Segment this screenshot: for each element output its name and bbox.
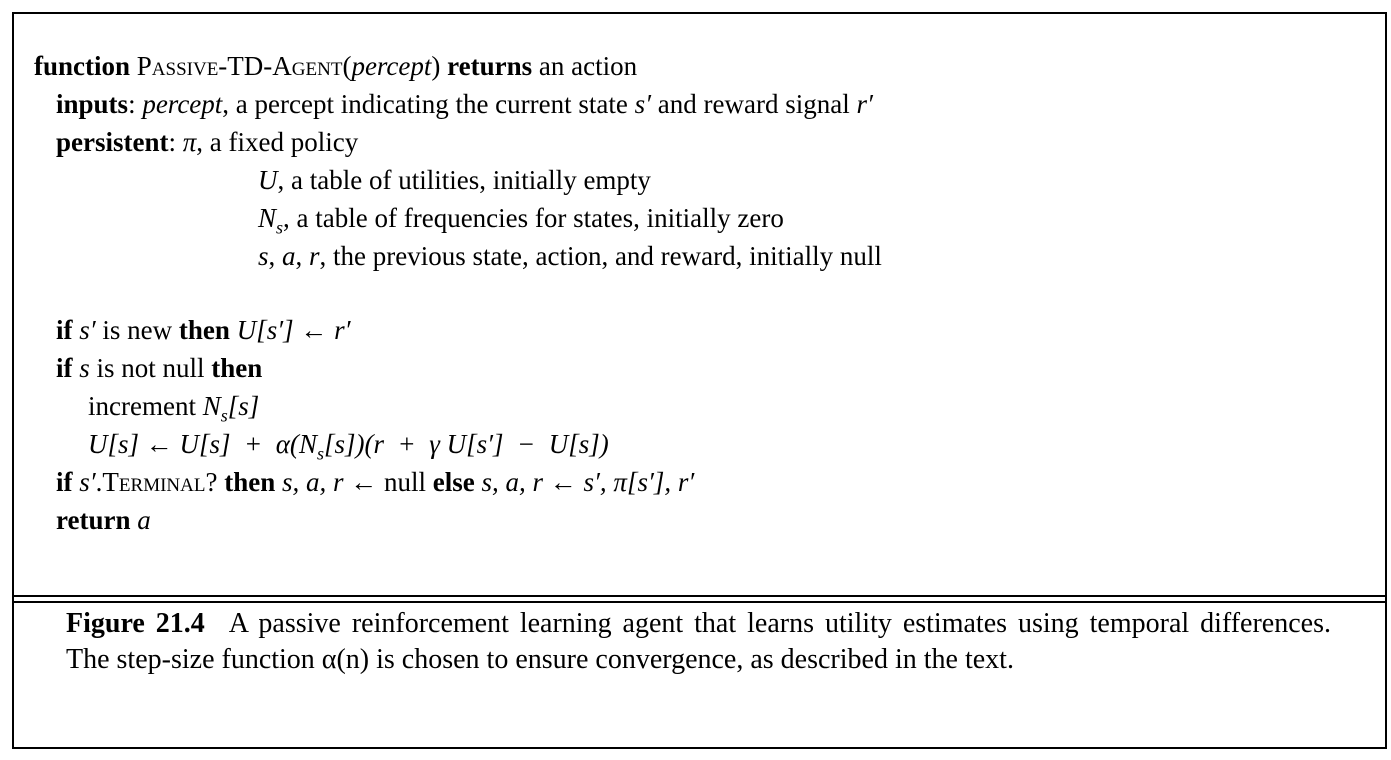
utility-table-text: , a table of utilities, initially empty bbox=[277, 165, 651, 195]
if-not-null-line bbox=[56, 352, 262, 384]
td-update-N: N bbox=[298, 429, 317, 459]
inputs-state: s′ bbox=[634, 89, 652, 119]
frequency-table-subscript: s bbox=[276, 217, 284, 238]
return-var: a bbox=[137, 505, 151, 535]
increment-N: N bbox=[202, 391, 221, 421]
utility-table-var: U bbox=[258, 165, 278, 195]
frequency-table-text: , a table of frequencies for states, initially zero bbox=[283, 203, 784, 233]
figure-label: Figure 21.4 bbox=[66, 608, 205, 639]
increment-subscript: s bbox=[220, 405, 228, 426]
return-description: an action bbox=[538, 51, 638, 81]
persistent-line bbox=[56, 126, 358, 158]
previous-vars-line bbox=[258, 240, 882, 272]
increment-arg: [s] bbox=[227, 391, 260, 421]
keyword-function: function bbox=[34, 51, 131, 81]
keyword-else: else bbox=[432, 467, 475, 497]
increment-line bbox=[88, 390, 260, 426]
policy-text: , a fixed policy bbox=[196, 127, 359, 157]
paren-close: ) bbox=[431, 51, 441, 81]
frequency-table-var: N bbox=[258, 203, 277, 233]
keyword-then: then bbox=[178, 315, 230, 345]
inputs-line bbox=[56, 88, 873, 120]
function-argument: percept bbox=[351, 51, 432, 81]
prev-reward-var: r bbox=[309, 241, 320, 271]
caption-text: A passive reinforcement learning agent that learns utility estimates using temporal differences. The step-size function α(n) is chosen to ensure convergence, as described in the text. bbox=[66, 608, 1331, 675]
td-update-subscript: s bbox=[316, 443, 324, 464]
new-state-var: s′ bbox=[79, 315, 96, 345]
td-update-line bbox=[88, 428, 609, 464]
comma: , bbox=[295, 241, 303, 271]
inputs-colon: : bbox=[128, 89, 136, 119]
not-null-text: is not null bbox=[96, 353, 205, 383]
caption-separator-top bbox=[14, 595, 1385, 597]
keyword-if: if bbox=[56, 315, 73, 345]
null-text: null bbox=[383, 467, 426, 497]
function-name: Passive-TD-Agent bbox=[136, 51, 343, 81]
figure-caption bbox=[66, 606, 1331, 678]
td-update-rhs: [s])(r + γ U[s′] − U[s]) bbox=[323, 429, 609, 459]
comma: , bbox=[268, 241, 276, 271]
keyword-if: if bbox=[56, 353, 73, 383]
caption-separator-bottom bbox=[14, 601, 1385, 603]
terminal-predicate: Terminal? bbox=[102, 467, 218, 497]
keyword-returns: returns bbox=[447, 51, 533, 81]
increment-text: increment bbox=[88, 391, 196, 421]
td-update-lhs: U[s] ← U[s] + α( bbox=[88, 429, 299, 459]
if-new-state-line bbox=[56, 314, 351, 346]
keyword-if: if bbox=[56, 467, 73, 497]
state-var: s bbox=[79, 353, 90, 383]
persistent-colon: : bbox=[168, 127, 176, 157]
new-state-text: is new bbox=[102, 315, 173, 345]
keyword-persistent: persistent bbox=[56, 127, 169, 157]
keyword-then: then bbox=[211, 353, 263, 383]
paren-open: ( bbox=[342, 51, 352, 81]
init-utility-expression: U[s′] ← r′ bbox=[236, 315, 351, 345]
terminal-check-line bbox=[56, 466, 694, 498]
utilities-line bbox=[258, 164, 651, 196]
prev-state-var: s bbox=[258, 241, 269, 271]
keyword-inputs: inputs bbox=[56, 89, 129, 119]
reset-expression: s, a, r ← bbox=[281, 467, 378, 497]
inputs-reward: r′ bbox=[856, 89, 873, 119]
frequencies-line bbox=[258, 202, 784, 238]
advance-expression: s, a, r ← s′, π[s′], r′ bbox=[481, 467, 695, 497]
terminal-state-var: s′ bbox=[79, 467, 96, 497]
inputs-var: percept bbox=[142, 89, 223, 119]
dot: . bbox=[95, 467, 103, 497]
keyword-return: return bbox=[56, 505, 131, 535]
inputs-text-b: and reward signal bbox=[657, 89, 850, 119]
algorithm-header-line bbox=[34, 50, 637, 82]
return-line bbox=[56, 504, 151, 536]
previous-vars-text: , the previous state, action, and reward, initially null bbox=[319, 241, 882, 271]
prev-action-var: a bbox=[282, 241, 296, 271]
inputs-text-a: , a percept indicating the current state bbox=[222, 89, 628, 119]
policy-symbol: π bbox=[182, 127, 197, 157]
keyword-then: then bbox=[224, 467, 276, 497]
